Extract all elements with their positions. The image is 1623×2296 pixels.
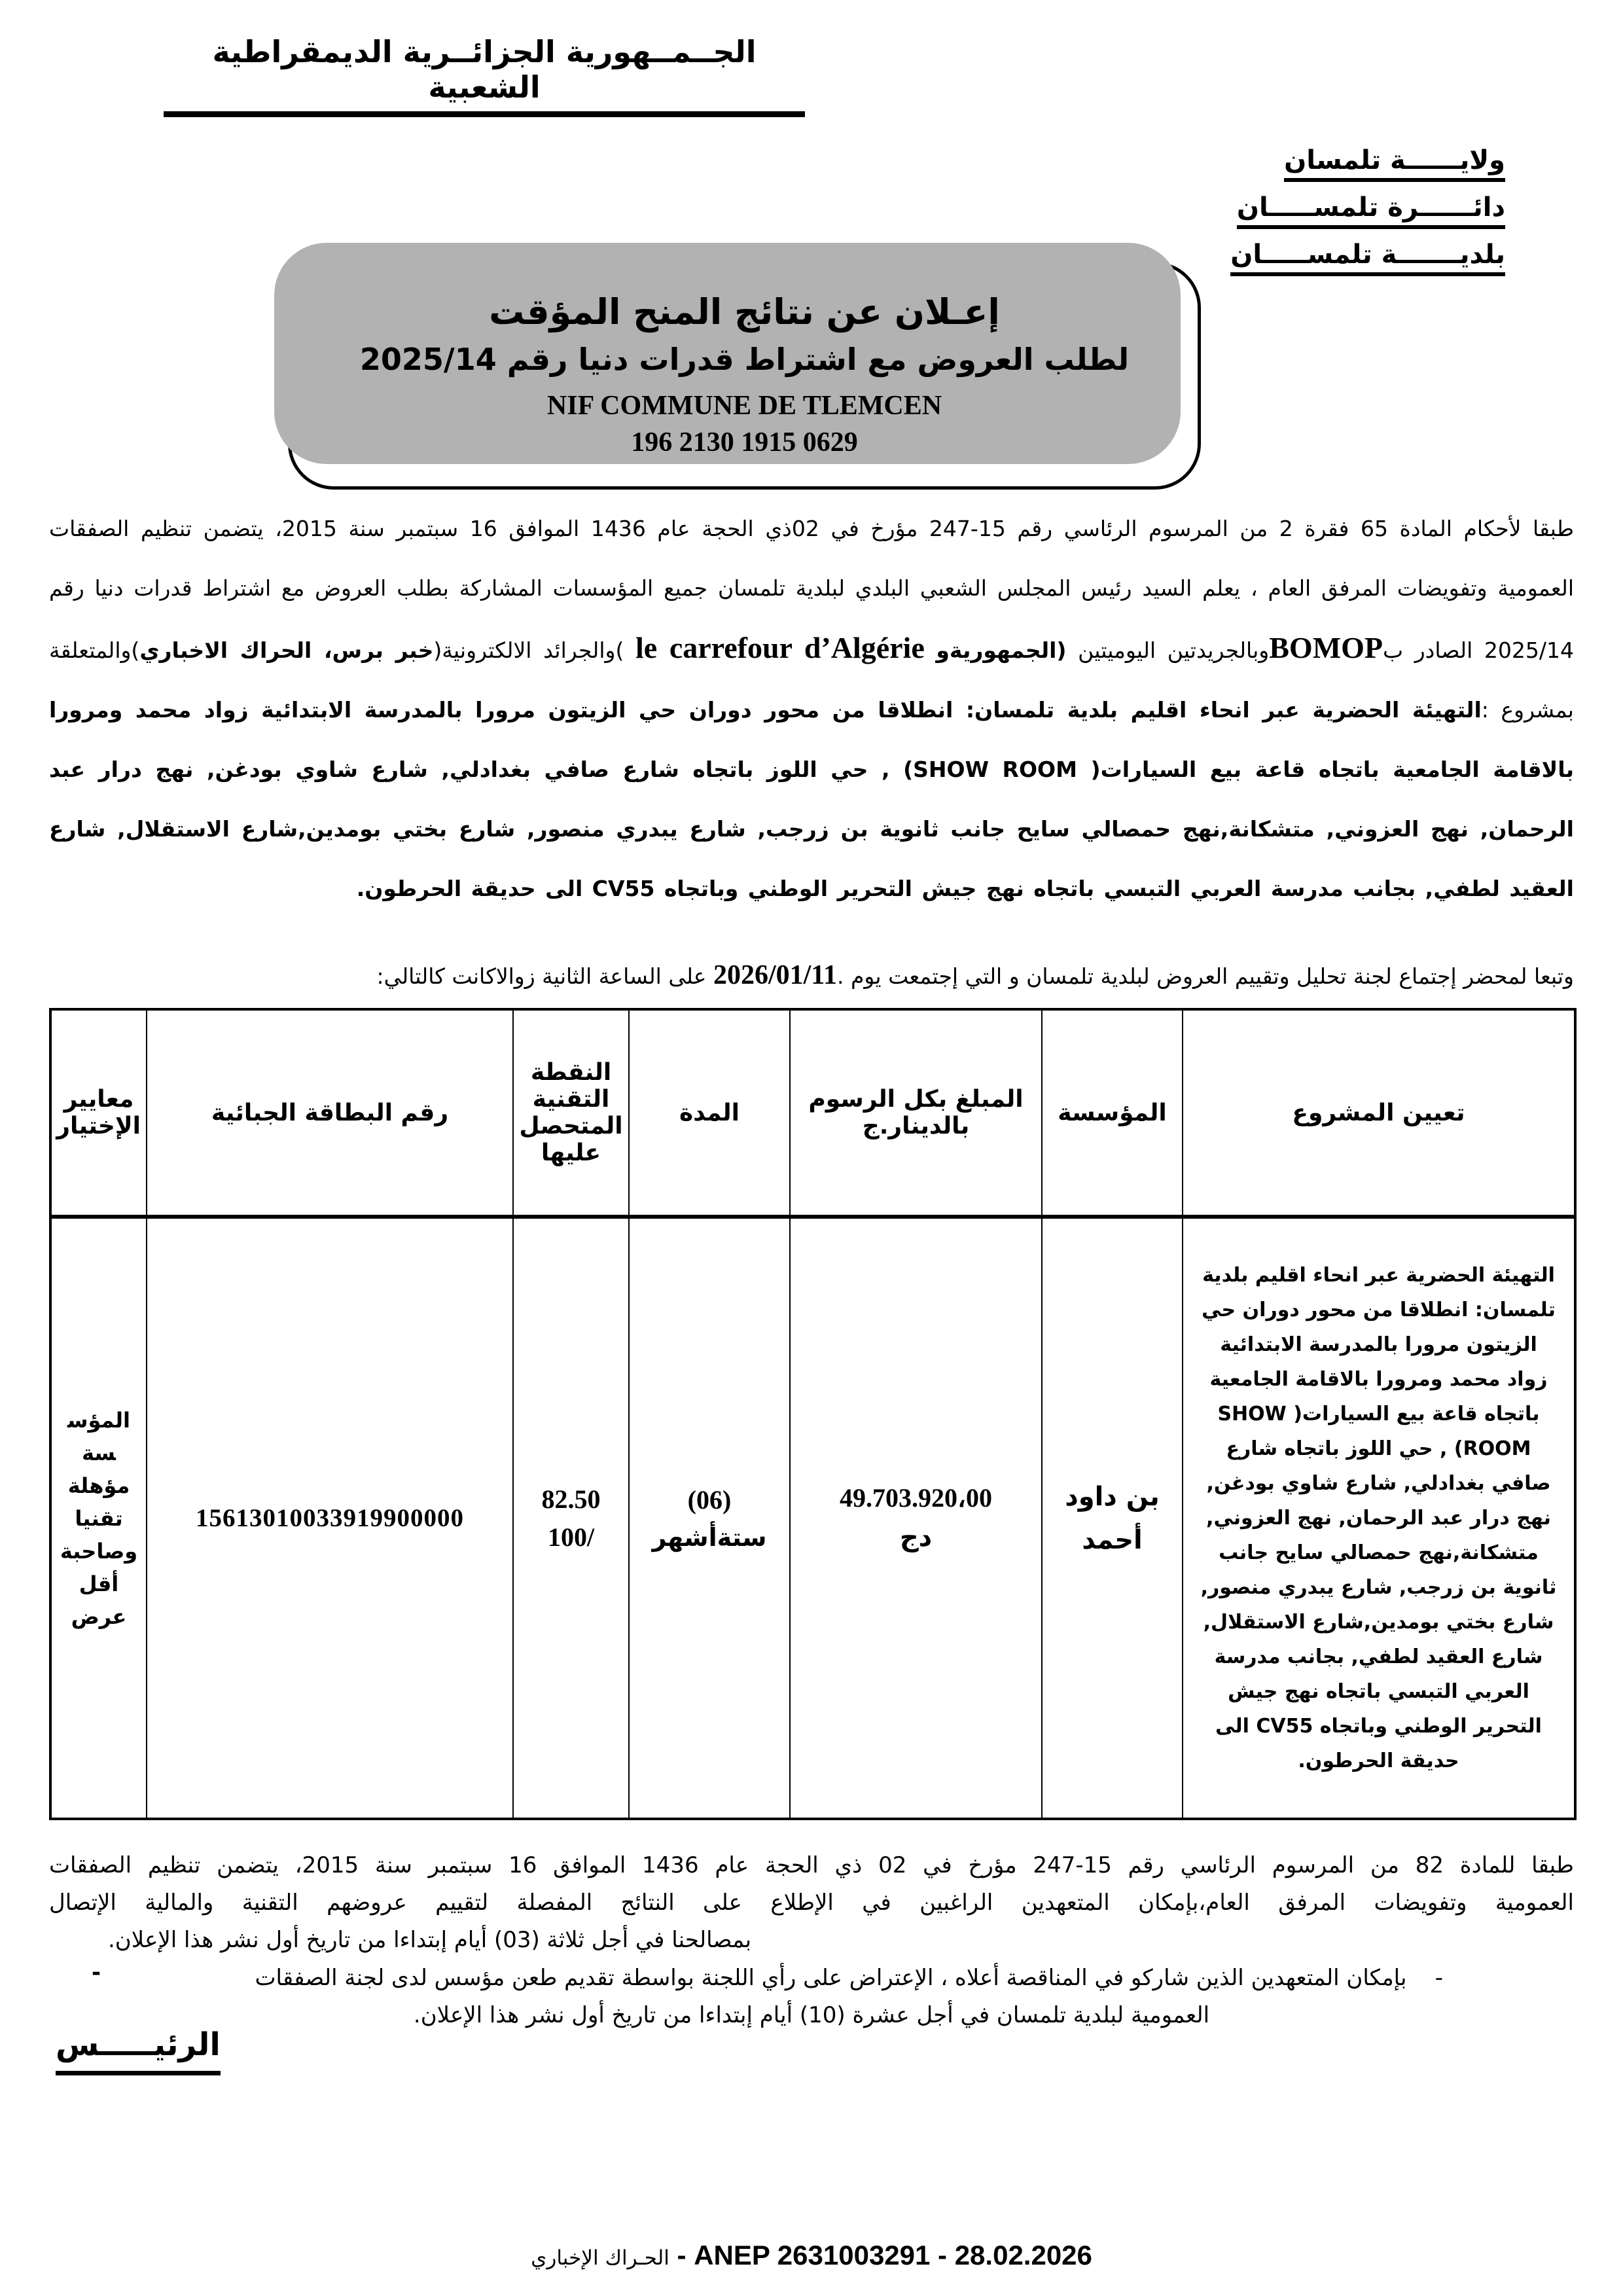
score-value: 82.50 [541,1484,601,1514]
col-header-amount: المبلغ بكل الرسوم بالدينار.ج [790,1009,1042,1217]
text-segment: الحـراك الإخباري [531,2246,669,2270]
nif-number: 196 2130 1915 0629 [631,427,858,457]
text-segment: ANEP 2631003291 - 28.02.2026 [694,2240,1092,2270]
daira-label: دائــــــرة تلمســـــان [1237,192,1505,229]
fiscal-card-number: 15613010033919900000 [196,1503,464,1532]
authority-line-wilaya [1230,145,1505,182]
text-segment: le carrefour d’Algérie [635,631,925,664]
bullet-dash: - [92,1960,101,1986]
text-segment: )والجرائد الالكترونية( [433,637,635,663]
republic-title [164,34,805,117]
notice-box [288,262,1201,490]
president-signature-label [56,2026,221,2075]
cell-technical-score [513,1217,629,1819]
text-segment: طبقا لأحكام المادة 65 فقرة 2 من المرسوم الرئاسي رقم 15-247 مؤرخ في 02ذي الحجة عام 1436 الموافق 16 سبتمبر سنة 2015، يتضمن تنظيم الصفقات العمومية وتفويضات المرفق العام ، يعلم السيد رئيس المجلس الشعبي البلدي لبلدية تلمسان جميع المؤسسات المشاركة بطلب العروض مع اشتراط قدرات دنيا رقم 2025/14 الصادر ب [49,516,1574,663]
results-table [49,1008,1577,1820]
col-header-criteria: معايير الإختيار [50,1009,147,1217]
col-header-fiscal-card: رقم البطاقة الجبائية [147,1009,513,1217]
score-denominator: 100/ [547,1522,595,1552]
intro-paragraph [49,499,1574,977]
duration-text: ستةأشهر [652,1522,767,1552]
republic-title-text: الجــمــهورية الجزائــرية الديمقراطية الشعبية [164,34,805,117]
authority-line-commune [1230,240,1505,276]
text-segment: وتبعا لمحضر إجتماع لجنة تحليل وتقييم العروض لبلدية تلمسان و التي إجتمعت يوم . [836,963,1574,989]
commune-label: بلديـــــــة تلمســـــان [1230,240,1505,276]
text-segment: التهيئة الحضرية عبر انحاء اقليم بلدية تلمسان: انطلاقا من محور دوران حي الزيتون مرورا بالمدرسة الابتدائية زواد محمد ومرورا بالاقامة الجامعية باتجاه قاعة بيع السيارات( SHOW ROOM) , حي اللوز باتجاه شارع صافي بغدادلي, شارع شاوي بودغن, نهج درار عبد الرحمان, نهج العزوني, متشكانة,نهج حمصالي سايح جانب ثانوية بن زرجب, شارع يبدري منصور, شارع بختي بومدين,شارع الاستقلال, شارع العقيد لطفي, بجانب مدرسة العربي التبسي باتجاه نهج جيش التحرير الوطني وباتجاه CV55 الى حديقة الحرطون. [49,697,1574,901]
notice-subtitle: لطلب العروض مع اشتراط قدرات دنيا رقم 2025/14 [359,341,1130,377]
text-segment: خبر برس، الحراك الاخباري [139,637,434,663]
table-row [50,1217,1575,1819]
col-header-project: تعيين المشروع [1183,1009,1575,1217]
text-segment: )والمتعلقة بمشروع : [49,637,1574,723]
duration-number: (06) [687,1484,732,1515]
footer-anep-reference [0,2240,1623,2271]
legal-line: العمومية وتفويضات المرفق العام،بإمكان المتعهدين الراغبين في الإطلاع على النتائج المفصلة لتقييم عروضهم التقنية والمالية الإتصال [49,1890,1574,1916]
cell-project-designation: التهيئة الحضرية عبر انحاء اقليم بلدية تلمسان: انطلاقا من محور دوران حي الزيتون مرورا بالمدرسة الابتدائية زواد محمد ومرورا بالاقامة الجامعية باتجاه قاعة بيع السيارات( SHOW ROOM) , حي اللوز باتجاه شارع صافي بغدادلي, شارع شاوي بودغن, نهج درار عبد الرحمان, نهج العزوني, متشكانة,نهج حمصالي سايح جانب ثانوية بن زرجب, شارع يبدري منصور, شارع بختي بومدين,شارع الاستقلال, شارع العقيد لطفي, بجانب مدرسة العربي التبسي باتجاه نهج جيش التحرير الوطني وباتجاه CV55 الى حديقة الحرطون. [1183,1217,1575,1819]
cell-amount [790,1217,1042,1819]
legal-line: بمصالحنا في أجل ثلاثة (03) أيام إبتداءا من تاريخ أول نشر هذا الإعلان. [108,1927,752,1953]
meeting-line [49,960,1574,1005]
cell-company: بن داود أحمد [1042,1217,1183,1819]
authority-block [1230,145,1505,287]
text-segment: وبالجريدتين اليوميتين [1066,637,1270,663]
cell-selection-criteria: المؤسسة مؤهلة تقنيا وصاحبة أقل عرض [50,1217,147,1819]
cell-duration [629,1217,790,1819]
amount-currency: دج [899,1522,933,1552]
authority-line-daira [1230,192,1505,229]
nif-label: NIF COMMUNE DE TLEMCEN [546,390,942,421]
cell-fiscal-card-number [147,1217,513,1819]
objection-line: العمومية لبلدية تلمسان في أجل عشرة (10) أيام إبتداءا من تاريخ أول نشر هذا الإعلان. [413,2002,1210,2028]
col-header-duration: المدة [629,1009,790,1217]
text-segment: على الساعة الثانية زوالاكانت كالتالي: [376,963,713,989]
text-segment: BOMOP [1269,631,1383,664]
objection-paragraph [49,1960,1574,2034]
president-label: الرئيـــــس [56,2026,221,2075]
table-header-row [50,1009,1575,1217]
text-segment [925,637,936,663]
text-segment: (الجمهوريةو [936,637,1067,663]
legal-paragraph [49,1847,1574,1959]
wilaya-label: ولايــــــة تلمسان [1284,145,1505,182]
text-segment: 2026/01/11 [713,960,837,990]
col-header-technical-score: النقطة التقنية المتحصل عليها [513,1009,629,1217]
legal-line: طبقا للمادة 82 من المرسوم الرئاسي رقم 15-247 مؤرخ في 02 ذي الحجة عام 1436 الموافق 16 سبتمبر سنة 2015، يتضمن تنظيم الصفقات [49,1852,1574,1878]
amount-value: 49.703.920،00 [840,1482,992,1513]
notice-title: إعـلان عن نتائج المنح المؤقت [489,291,1000,332]
text-segment: - [669,2240,694,2270]
objection-line: - بإمكان المتعهدين الذين شاركو في المناقصة أعلاه ، الإعتراض على رأي اللجنة بواسطة تقديم طعن مؤسس لدى لجنة الصفقات [255,1965,1443,1991]
col-header-company: المؤسسة [1042,1009,1183,1217]
